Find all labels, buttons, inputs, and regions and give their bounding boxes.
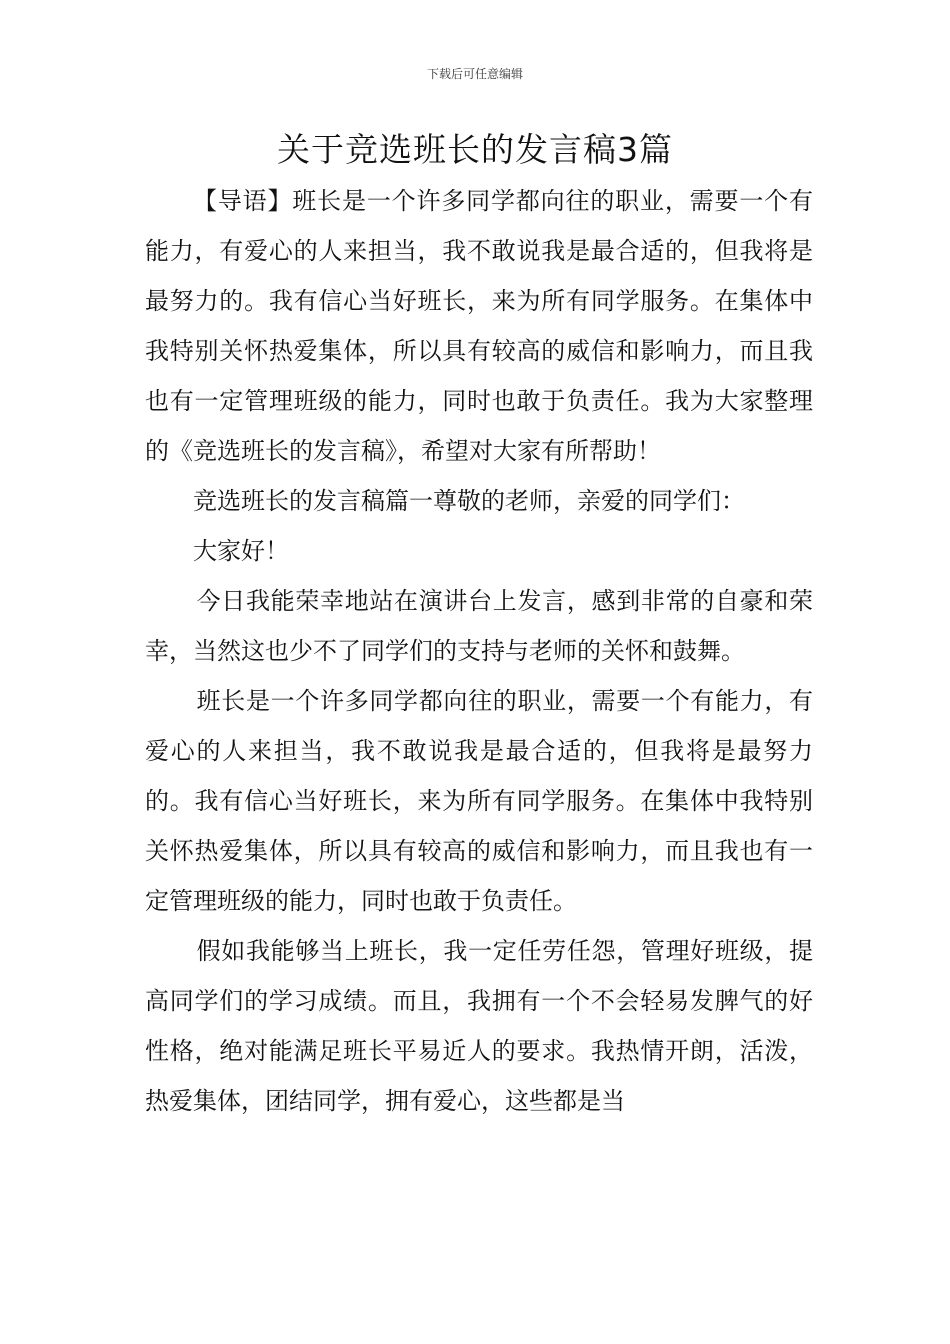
paragraph-salutation: 竞选班长的发言稿篇一尊敬的老师，亲爱的同学们：	[193, 487, 745, 515]
document-title: 关于竞选班长的发言稿3篇	[277, 130, 673, 169]
paragraph-opening: 今日我能荣幸地站在演讲台上发言，感到非常的自豪和荣幸，当然这也少不了同学们的支持与老师的关怀和鼓舞。	[145, 587, 813, 665]
paragraph-promise: 假如我能够当上班长，我一定任劳任怨，管理好班级，提高同学们的学习成绩。而且，我拥有一个不会轻易发脾气的好性格，绝对能满足班长平易近人的要求。我热情开朗，活泼，热爱集体，团结同学，拥有爱心，这些都是当	[145, 937, 813, 1115]
document-body	[145, 176, 813, 1126]
paragraph-monitor-role: 班长是一个许多同学都向往的职业，需要一个有能力，有爱心的人来担当，我不敢说我是最合适的，但我将是最努力的。我有信心当好班长，来为所有同学服务。在集体中我特别关怀热爱集体，所以具有较高的威信和影响力，而且我也有一定管理班级的能力，同时也敢于负责任。	[145, 687, 813, 915]
paragraph-greeting: 大家好！	[193, 537, 289, 565]
header-note: 下载后可任意编辑	[426, 67, 523, 81]
paragraph-intro: 【导语】班长是一个许多同学都向往的职业，需要一个有能力，有爱心的人来担当，我不敢说我是最合适的，但我将是最努力的。我有信心当好班长，来为所有同学服务。在集体中我特别关怀热爱集体，所以具有较高的威信和影响力，而且我也有一定管理班级的能力，同时也敢于负责任。我为大家整理的《竞选班长的发言稿》，希望对大家有所帮助！	[145, 187, 813, 465]
